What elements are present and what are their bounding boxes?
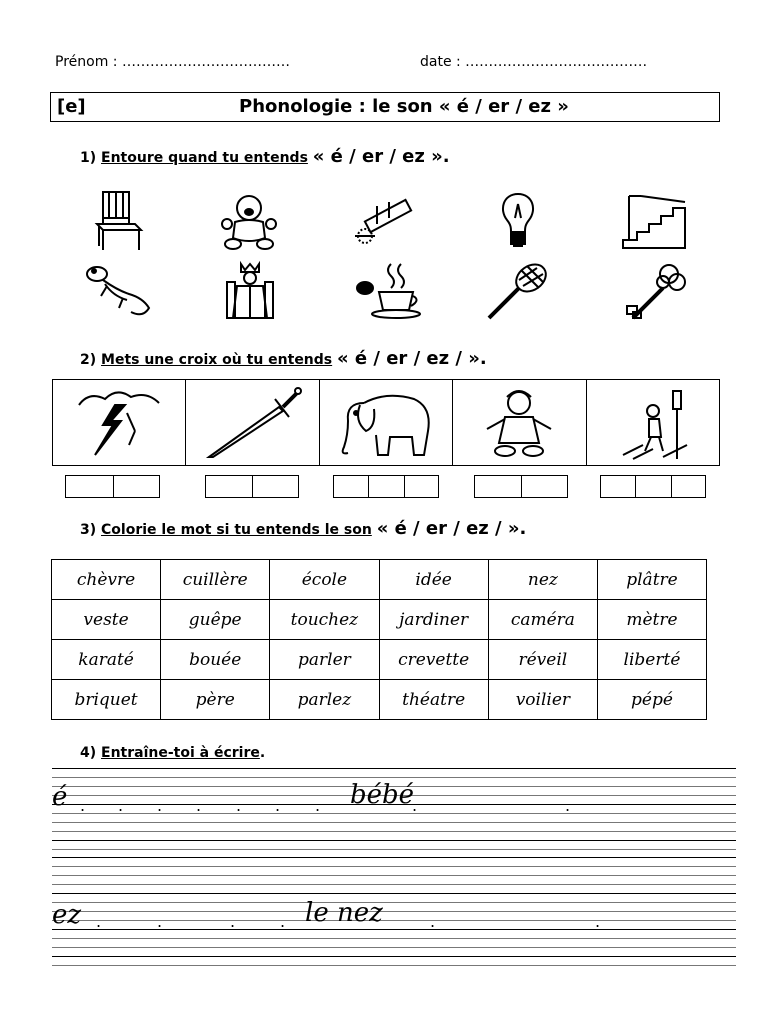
title-box (50, 92, 720, 122)
picture-strip (52, 379, 720, 466)
telescope-icon[interactable] (346, 186, 426, 256)
guide-dot: . (315, 796, 321, 815)
word-cell[interactable]: touchez (270, 600, 379, 640)
word-cell[interactable]: réveil (488, 640, 597, 680)
question-3-text: Colorie le mot si tu entends le son (101, 522, 372, 538)
question-1 (80, 146, 450, 167)
guide-dot: . (157, 912, 163, 931)
elephant-icon (320, 380, 453, 465)
key-icon[interactable] (614, 256, 694, 326)
sword-icon (186, 380, 319, 465)
doll-icon (453, 380, 586, 465)
question-4-end: . (259, 745, 266, 761)
word-cell[interactable]: parler (270, 640, 379, 680)
word-cell[interactable]: mètre (597, 600, 706, 640)
word-table (51, 559, 707, 720)
word-cell[interactable]: jardiner (379, 600, 488, 640)
guide-dot: . (118, 796, 124, 815)
model-letter-1: é (52, 782, 68, 812)
prenom-field: Prénom : ……………………………… (55, 54, 290, 70)
word-cell[interactable]: bouée (161, 640, 270, 680)
question-1-number: 1) (80, 150, 97, 166)
question-2-text: Mets une croix où tu entends (101, 352, 333, 368)
question-2-number: 2) (80, 352, 97, 368)
word-cell[interactable]: chèvre (52, 560, 161, 600)
word-cell[interactable]: caméra (488, 600, 597, 640)
chair-icon[interactable] (78, 186, 158, 256)
question-2-sound: « é / er / ez / ». (337, 348, 487, 369)
guide-dot: . (595, 912, 601, 931)
word-cell[interactable]: cuillère (161, 560, 270, 600)
lightning-icon (53, 380, 186, 465)
coffee-icon[interactable] (346, 256, 426, 326)
model-word-2: le nez (305, 898, 383, 928)
guide-dot: . (430, 912, 436, 931)
date-field: date : ………………………………… (420, 54, 648, 70)
word-cell[interactable]: crevette (379, 640, 488, 680)
guide-dot: . (236, 796, 242, 815)
question-4-number: 4) (80, 745, 97, 761)
word-cell[interactable]: idée (379, 560, 488, 600)
lizard-icon[interactable] (78, 256, 158, 326)
guide-dot: . (230, 912, 236, 931)
word-cell[interactable]: théatre (379, 680, 488, 720)
page-title: Phonologie : le son « é / er / ez » (239, 96, 569, 117)
king-icon[interactable] (210, 256, 290, 326)
word-cell[interactable]: briquet (52, 680, 161, 720)
question-3-sound: « é / er / ez / ». (376, 518, 527, 539)
stairs-icon[interactable] (614, 186, 694, 256)
word-cell[interactable]: parlez (270, 680, 379, 720)
question-3-number: 3) (80, 522, 97, 538)
model-letter-2: ez (52, 900, 82, 930)
guide-dot: . (157, 796, 163, 815)
word-cell[interactable]: pépé (597, 680, 706, 720)
syllable-boxes-3[interactable] (333, 475, 439, 498)
word-cell[interactable]: plâtre (597, 560, 706, 600)
word-cell[interactable]: nez (488, 560, 597, 600)
guide-dot: . (275, 796, 281, 815)
word-cell[interactable]: père (161, 680, 270, 720)
word-cell[interactable]: guêpe (161, 600, 270, 640)
model-word-1: bébé (350, 780, 415, 810)
pedestrian-icon (587, 380, 719, 465)
question-1-sound: « é / er / ez ». (312, 146, 450, 167)
syllable-boxes-2[interactable] (205, 475, 299, 498)
guide-dot: . (96, 912, 102, 931)
word-cell[interactable]: karaté (52, 640, 161, 680)
word-cell[interactable]: école (270, 560, 379, 600)
word-cell[interactable]: liberté (597, 640, 706, 680)
question-2 (80, 348, 487, 369)
guide-dot: . (196, 796, 202, 815)
bulb-icon[interactable] (478, 186, 558, 256)
racket-icon[interactable] (478, 256, 558, 326)
word-cell[interactable]: veste (52, 600, 161, 640)
guide-dot: . (80, 796, 86, 815)
syllable-boxes-1[interactable] (65, 475, 160, 498)
baby-icon[interactable] (210, 186, 290, 256)
question-4-text: Entraîne-toi à écrire (101, 745, 260, 761)
question-3 (80, 518, 526, 539)
sound-tag: [e] (57, 96, 86, 117)
guide-dot: . (565, 796, 571, 815)
syllable-boxes-4[interactable] (474, 475, 568, 498)
question-4 (80, 745, 265, 761)
syllable-boxes-5[interactable] (600, 475, 706, 498)
word-cell[interactable]: voilier (488, 680, 597, 720)
question-1-text: Entoure quand tu entends (101, 150, 308, 166)
guide-dot: . (412, 796, 418, 815)
guide-dot: . (280, 912, 286, 931)
